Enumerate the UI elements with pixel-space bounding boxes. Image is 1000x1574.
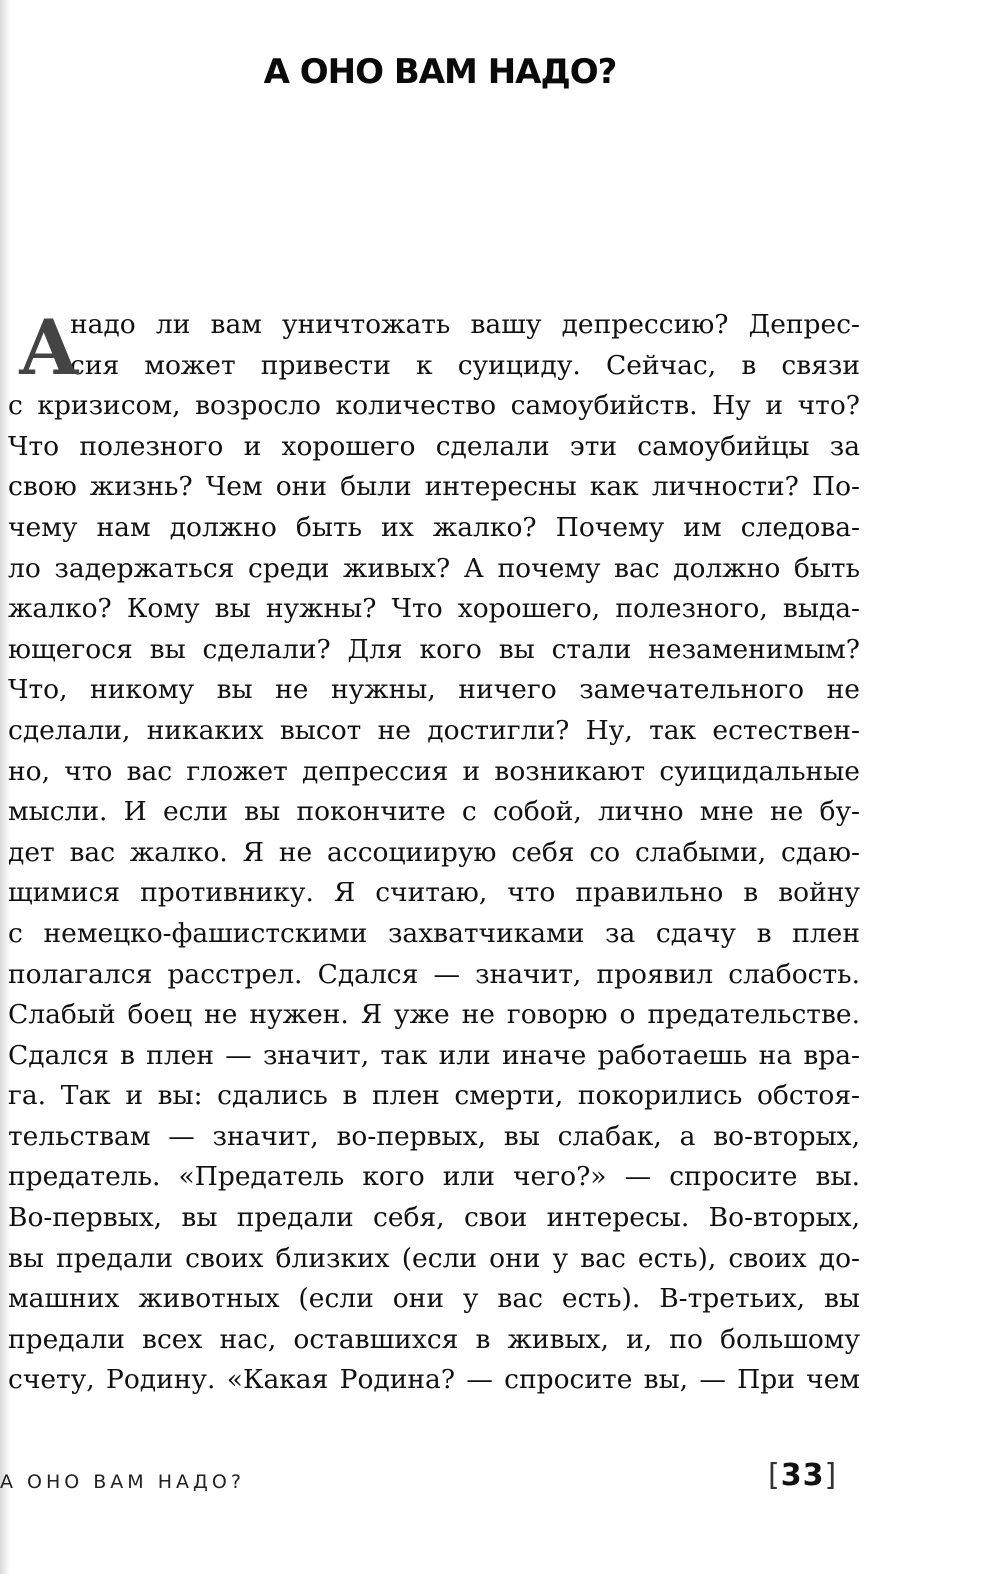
text-line: ющегося вы сделали? Для кого вы стали незаменимым? bbox=[8, 633, 860, 665]
text-line: Что, никому вы не нужны, ничего замечательного не bbox=[8, 674, 860, 706]
text-line: но, что вас гложет депрессия и возникают суицидальные bbox=[8, 755, 860, 787]
text-line: сделали, никаких высот не достигли? Ну, так естествен- bbox=[8, 714, 860, 746]
text-line: ло задержаться среди живых? А почему вас должно быть bbox=[8, 552, 860, 584]
text-line: полагался расстрел. Сдался — значит, проявил слабость. bbox=[8, 958, 860, 990]
text-line: предали всех нас, оставшихся в живых, и, по большому bbox=[8, 1323, 860, 1355]
text-line: свою жизнь? Чем они были интересны как личности? По- bbox=[8, 471, 860, 503]
text-line: чему нам должно быть их жалко? Почему им следова- bbox=[8, 511, 860, 543]
page-number: 33 bbox=[780, 1458, 825, 1493]
text-line: Во-первых, вы предали себя, свои интересы. Во-вторых, bbox=[8, 1202, 860, 1234]
text-line: тельствам — значит, во-первых, вы слабак, а во-вторых, bbox=[8, 1120, 860, 1152]
text-line: Слабый боец не нужен. Я уже не говорю о предательстве. bbox=[8, 999, 860, 1031]
text-line: предатель. «Предатель кого или чего?» — спросите вы. bbox=[8, 1161, 860, 1193]
text-line: счету, Родину. «Какая Родина? — спросите вы, — При чем bbox=[8, 1364, 860, 1396]
text-line: га. Так и вы: сдались в плен смерти, покорились обстоя- bbox=[8, 1080, 860, 1112]
running-footer-title: А ОНО ВАМ НАДО? bbox=[0, 1471, 245, 1493]
chapter-title: А ОНО ВАМ НАДО? bbox=[263, 52, 617, 92]
text-line: дет вас жалко. Я не ассоциирую себя со слабыми, сдаю- bbox=[8, 836, 860, 868]
body-paragraph bbox=[8, 305, 860, 1401]
text-line: щимися противнику. Я считаю, что правильно в войну bbox=[8, 877, 860, 909]
page-number-box bbox=[768, 1458, 837, 1493]
text-line: с немецко-фашистскими захватчиками за сдачу в плен bbox=[8, 917, 860, 949]
left-bracket-icon: [ bbox=[768, 1458, 781, 1493]
text-line: надо ли вам уничтожать вашу депрессию? Депрес- bbox=[70, 309, 860, 340]
text-line: с кризисом, возросло количество самоубийств. Ну и что? bbox=[8, 390, 860, 422]
text-line: жалко? Кому вы нужны? Что хорошего, полезного, выда- bbox=[8, 593, 860, 625]
text-line: мысли. И если вы покончите с собой, лично мне не бу- bbox=[8, 796, 860, 828]
text-line: вы предали своих близких (если они у вас есть), своих до- bbox=[8, 1242, 860, 1274]
drop-cap: А bbox=[18, 303, 80, 392]
text-line: Сдался в плен — значит, так или иначе работаешь на вра- bbox=[8, 1039, 860, 1071]
right-bracket-icon: ] bbox=[824, 1458, 838, 1493]
text-line: машних животных (если они у вас есть). В-третьих, вы bbox=[8, 1283, 860, 1315]
text-line: Что полезного и хорошего сделали эти самоубийцы за bbox=[8, 430, 860, 462]
text-line: сия может привести к суициду. Сейчас, в связи bbox=[70, 349, 860, 381]
